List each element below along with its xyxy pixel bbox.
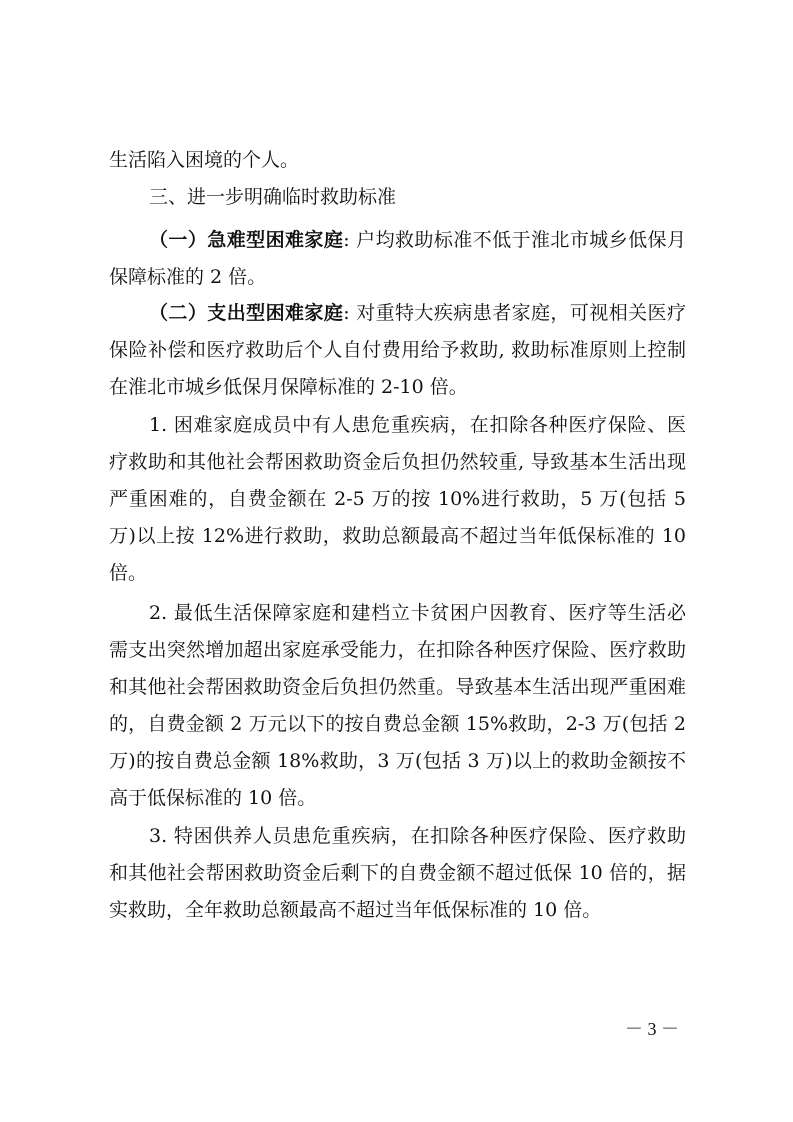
page-number: － 3 － — [625, 1019, 679, 1039]
point-3-paragraph: 3. 特困供养人员患危重疾病，在扣除各种医疗保险、医疗救助和其他社会帮困救助资金后剩下的自费金额不超过低保 10 倍的，据实救助，全年救助总额最高不超过当年低保标准的 10 倍。 — [109, 825, 686, 921]
item-2-paragraph — [109, 295, 686, 406]
intro-line: 生活陷入困境的个人。 — [109, 149, 300, 171]
point-2-paragraph: 2. 最低生活保障家庭和建档立卡贫困户因教育、医疗等生活必需支出突然增加超出家庭承受能力，在扣除各种医疗保险、医疗救助和其他社会帮困救助资金后负担仍然重。导致基本生活出现严重困难的，自费金额 2 万元以下的按自费总金额 15%救助，2-3 万(包括 2 万)的按自费总金额 18%救助，3 万(包括 3 万)以上的救助金额按不高于低保标准的 10 倍。 — [109, 602, 686, 809]
item-1-label: （一）急难型困难家庭 — [149, 229, 344, 251]
section-heading: 三、进一步明确临时救助标准 — [149, 186, 397, 208]
item-1-paragraph — [109, 222, 686, 296]
item-2-text: : 对重特大疾病患者家庭，可视相关医疗保险补偿和医疗救助后个人自付费用给予救助, 救助标准原则上控制在淮北市城乡低保月保障标准的 2-10 倍。 — [109, 302, 686, 398]
item-2-label: （二）支出型困难家庭 — [149, 302, 344, 324]
item-1-text: : 户均救助标准不低于淮北市城乡低保月保障标准的 2 倍。 — [109, 229, 686, 288]
point-1-paragraph: 1. 困难家庭成员中有人患危重疾病，在扣除各种医疗保险、医疗救助和其他社会帮困救助资金后负担仍然较重, 导致基本生活出现严重困难的，自费金额在 2-5 万的按 10%进行救助，5 万(包括 5 万)以上按 12%进行救助，救助总额最高不超过当年低保标准的 10 倍。 — [109, 414, 686, 584]
